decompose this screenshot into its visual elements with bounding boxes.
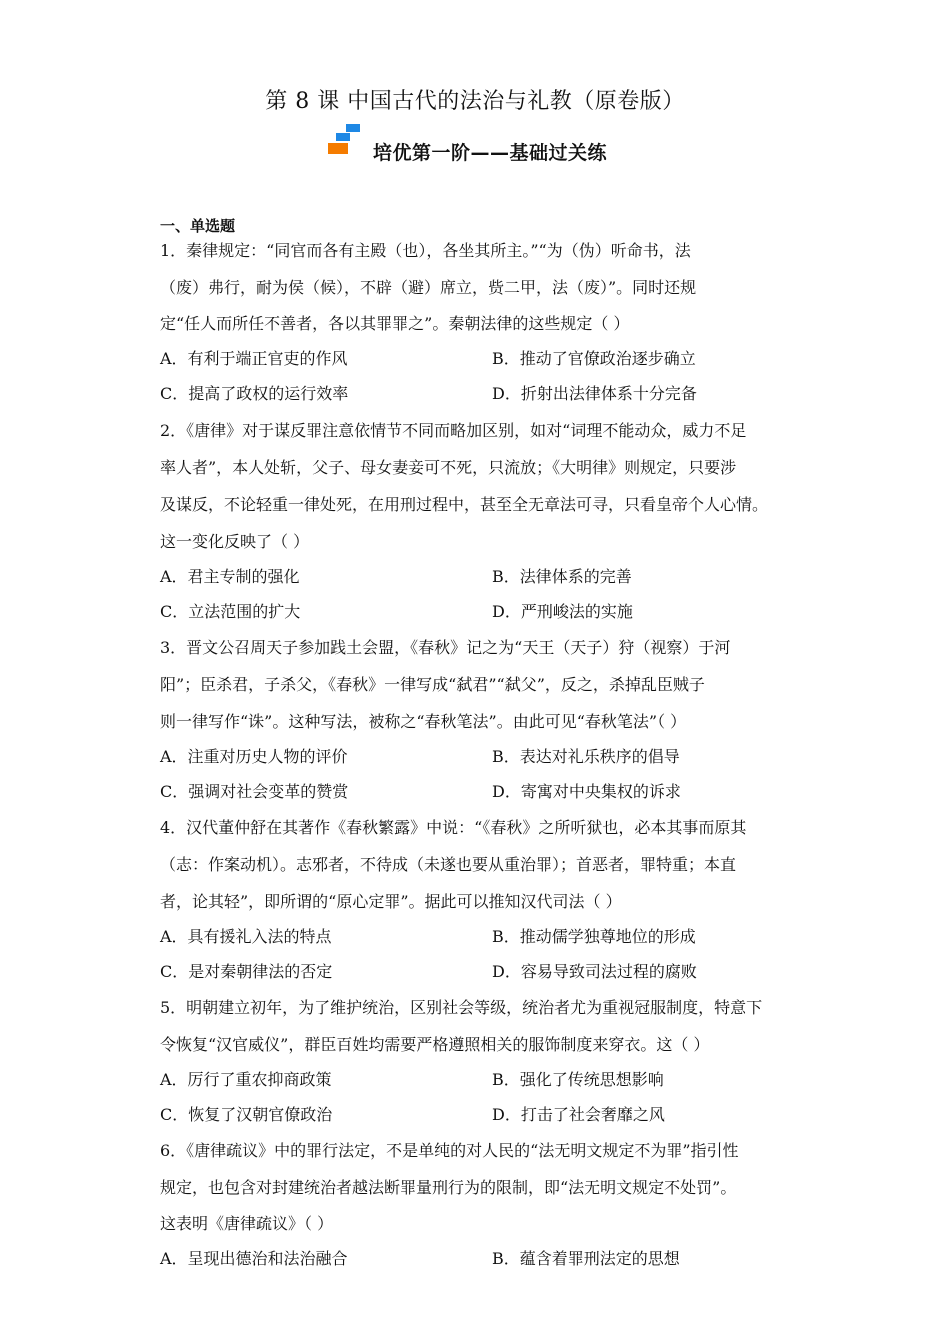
option-d[interactable]: D．打击了社会奢靡之风 xyxy=(492,1105,665,1124)
section-heading: 一、单选题 xyxy=(160,217,236,235)
option-c[interactable]: C．是对秦朝律法的否定 xyxy=(160,962,333,981)
option-a[interactable]: A．有利于端正官吏的作风 xyxy=(160,349,348,368)
question-3-line: 则一律写作“诛”。这种写法，被称之“春秋笔法”。由此可见“春秋笔法”（ ） xyxy=(160,712,687,731)
option-d[interactable]: D．严刑峻法的实施 xyxy=(492,602,633,621)
subtitle: 培优第一阶——基础过关练 xyxy=(373,142,608,164)
question-1-line: （废）弗行，耐为侯（候），不辟（避）席立，赀二甲，法（废）”。同时还规 xyxy=(160,278,697,297)
page-title: 第 8 课 中国古代的法治与礼教（原卷版） xyxy=(265,89,685,114)
option-a[interactable]: A．注重对历史人物的评价 xyxy=(160,747,348,766)
subtitle-banner xyxy=(0,124,950,164)
option-c[interactable]: C．立法范围的扩大 xyxy=(160,602,301,621)
option-c[interactable]: C．恢复了汉朝官僚政治 xyxy=(160,1105,333,1124)
question-1-line: 1．秦律规定：“同官而各有主殿（也），各坐其所主。”“为（伪）听命书，法 xyxy=(160,241,691,260)
question-4-line: 4．汉代董仲舒在其著作《春秋繁露》中说：“《春秋》之所听狱也，必本其事而原其 xyxy=(160,818,747,837)
option-a[interactable]: A．君主专制的强化 xyxy=(160,567,300,586)
question-3-line: 3．晋文公召周天子参加践土会盟，《春秋》记之为“天王（天子）狩（视察）于河 xyxy=(160,638,731,657)
option-b[interactable]: B．推动了官僚政治逐步确立 xyxy=(492,349,696,368)
option-b[interactable]: B．表达对礼乐秩序的倡导 xyxy=(492,747,680,766)
question-6-line: 这表明《唐律疏议》（ ） xyxy=(160,1214,334,1233)
option-c[interactable]: C．提高了政权的运行效率 xyxy=(160,384,349,403)
option-d[interactable]: D．折射出法律体系十分完备 xyxy=(492,384,697,403)
option-a[interactable]: A．具有援礼入法的特点 xyxy=(160,927,332,946)
option-d[interactable]: D．容易导致司法过程的腐败 xyxy=(492,962,697,981)
option-a[interactable]: A．呈现出德治和法治融合 xyxy=(160,1249,348,1268)
question-3-line: 阳”；臣杀君，子杀父，《春秋》一律写成“弑君”“弑父”，反之，杀掉乱臣贼子 xyxy=(160,675,705,694)
question-2-line: 及谋反，不论轻重一律处死，在用刑过程中，甚至全无章法可寻，只看皇帝个人心情。 xyxy=(160,495,769,514)
option-b[interactable]: B．推动儒学独尊地位的形成 xyxy=(492,927,696,946)
question-6-line: 规定，也包含对封建统治者越法断罪量刑行为的限制，即“法无明文规定不处罚”。 xyxy=(160,1178,737,1197)
question-4-line: （志：作案动机）。志邪者，不待成（未遂也要从重治罪）；首恶者，罪特重；本直 xyxy=(160,855,737,874)
question-2-line: 2．《唐律》对于谋反罪注意依情节不同而略加区别，如对“词理不能动众，威力不足 xyxy=(160,421,747,440)
question-6-line: 6．《唐律疏议》中的罪行法定，不是单纯的对人民的“法无明文规定不为罪”指引性 xyxy=(160,1141,739,1160)
question-5-line: 5．明朝建立初年，为了维护统治，区别社会等级，统治者尤为重视冠服制度，特意下 xyxy=(160,998,763,1017)
option-b[interactable]: B．强化了传统思想影响 xyxy=(492,1070,664,1089)
option-b[interactable]: B．蕴含着罪刑法定的思想 xyxy=(492,1249,680,1268)
option-b[interactable]: B．法律体系的完善 xyxy=(492,567,632,586)
question-2-line: 这一变化反映了（ ） xyxy=(160,532,310,551)
question-5-line: 令恢复“汉官威仪”，群臣百姓均需要严格遵照相关的服饰制度来穿衣。这（ ） xyxy=(160,1035,710,1054)
stairs-icon xyxy=(328,124,372,156)
question-2-line: 率人者”，本人处斩，父子、母女妻妾可不死，只流放；《大明律》则规定，只要涉 xyxy=(160,458,737,477)
option-d[interactable]: D．寄寓对中央集权的诉求 xyxy=(492,782,681,801)
question-4-line: 者，论其轻”，即所谓的“原心定罪”。据此可以推知汉代司法（ ） xyxy=(160,892,622,911)
option-a[interactable]: A．厉行了重农抑商政策 xyxy=(160,1070,332,1089)
option-c[interactable]: C．强调对社会变革的赞赏 xyxy=(160,782,349,801)
question-1-line: 定“任人而所任不善者，各以其罪罪之”。秦朝法律的这些规定（ ） xyxy=(160,314,630,333)
